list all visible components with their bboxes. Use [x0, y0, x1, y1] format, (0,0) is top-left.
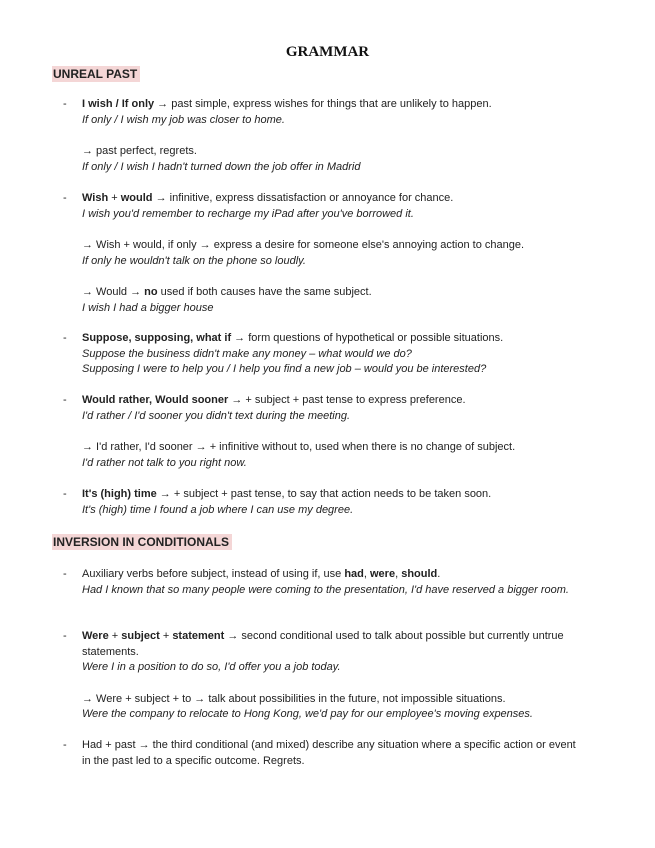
example-text: Supposing I were to help you / I help you find a new job – would you be interested? — [82, 363, 487, 375]
keyword: I wish / If only — [82, 98, 155, 110]
rule-line — [82, 567, 582, 583]
sub-rule-text: → Wish + would, if only → express a desire for someone else's annoying action to change. — [82, 239, 525, 251]
comma: , — [363, 568, 370, 580]
rule-text: → infinitive, express dissatisfaction or annoyance for chance. — [152, 192, 454, 204]
bullet: - — [63, 568, 67, 580]
section-heading-inversion: INVERSION IN CONDITIONALS — [52, 534, 232, 550]
example-text: I'd rather not talk to you right now. — [82, 456, 247, 469]
page-title: GRAMMAR — [285, 44, 370, 60]
example-text: I wish you'd remember to recharge my iPad after you've borrowed it. — [82, 207, 414, 220]
rule-line — [82, 191, 603, 207]
rule-text: → + subject + past tense to express preference. — [228, 394, 466, 406]
example-text: I'd rather / I'd sooner you didn't text during the meeting. — [82, 409, 351, 422]
plus-text: + — [108, 630, 122, 642]
sub-rule-text: used if both causes have the same subject. — [157, 286, 372, 298]
example-text: Suppose the business didn't make any money – what would we do? — [82, 347, 412, 360]
bullet: - — [63, 394, 67, 406]
bullet: - — [63, 488, 67, 500]
keyword: Wish — [82, 192, 109, 204]
list-item-high-time — [63, 487, 603, 518]
period: . — [437, 568, 441, 580]
sub-rule-text: → Would → — [82, 286, 145, 298]
example-text: If only he wouldn't talk on the phone so loudly. — [82, 254, 306, 267]
rule-text: → + subject + past tense, to say that action needs to be taken soon. — [156, 488, 492, 500]
keyword: were — [370, 568, 396, 580]
list-item-auxiliary — [63, 567, 603, 598]
example-text: Had I known that so many people were coming to the presentation, I'd have reserved a bigger room. — [82, 583, 569, 596]
keyword: It's (high) time — [82, 488, 157, 500]
bullet: - — [63, 98, 67, 110]
rule-line — [82, 487, 603, 503]
list-item-wish-would — [63, 191, 603, 316]
sub-rule-text: → I'd rather, I'd sooner → + infinitive without to, used when there is no change of subject. — [82, 441, 516, 453]
rule-text: → second conditional used to talk about possible but currently untrue statements. — [82, 630, 564, 658]
list-item-would-rather — [63, 393, 603, 471]
list-item-were-subject — [63, 629, 603, 723]
bullet: - — [63, 739, 67, 751]
section-heading-unreal-past: UNREAL PAST — [52, 66, 140, 82]
rule-line — [82, 331, 603, 347]
plus-text: + — [159, 630, 173, 642]
keyword: should — [401, 568, 438, 580]
keyword: no — [144, 286, 158, 298]
rule-text: → past simple, express wishes for things that are unlikely to happen. — [154, 98, 492, 110]
example-text: Were I in a position to do so, I'd offer you a job today. — [82, 661, 341, 673]
keyword: subject — [121, 630, 160, 642]
list-item-suppose — [63, 331, 603, 378]
keyword: Were — [82, 630, 109, 642]
sub-rule-text: → past perfect, regrets. — [82, 145, 197, 157]
example-text: It's (high) time I found a job where I can use my degree. — [82, 503, 354, 516]
rule-text: Had + past → the third conditional (and mixed) describe any situation where a specific action or event in the past led to a specific outcome. Regrets. — [82, 739, 576, 767]
keyword: statement — [172, 630, 225, 642]
example-text: If only / I wish my job was closer to home. — [82, 113, 285, 126]
bullet: - — [63, 192, 67, 204]
rule-line — [82, 97, 603, 113]
plus-text: + — [108, 192, 121, 204]
list-item-i-wish — [63, 97, 603, 175]
bullet: - — [63, 332, 67, 344]
list-item-had-past — [63, 738, 603, 769]
sub-rule-text: → Were + subject + to → talk about possibilities in the future, not impossible situations. — [82, 692, 506, 705]
rule-text: → form questions of hypothetical or possible situations. — [231, 332, 504, 344]
example-text: If only / I wish I hadn't turned down the job offer in Madrid — [82, 160, 361, 173]
example-text: I wish I had a bigger house — [82, 301, 214, 314]
keyword: Would rather, Would sooner — [82, 394, 229, 406]
rule-line — [82, 393, 603, 409]
example-text: Were the company to relocate to Hong Kong, we'd pay for our employee's moving expenses. — [82, 708, 533, 720]
sub-rule-line — [82, 285, 603, 301]
keyword: would — [120, 192, 153, 204]
rule-line — [82, 629, 587, 660]
comma: , — [395, 568, 402, 580]
rule-text: Auxiliary verbs before subject, instead of using if, use — [82, 568, 345, 580]
bullet: - — [63, 630, 67, 642]
keyword: Suppose, supposing, what if — [82, 332, 232, 344]
keyword: had — [344, 568, 364, 580]
